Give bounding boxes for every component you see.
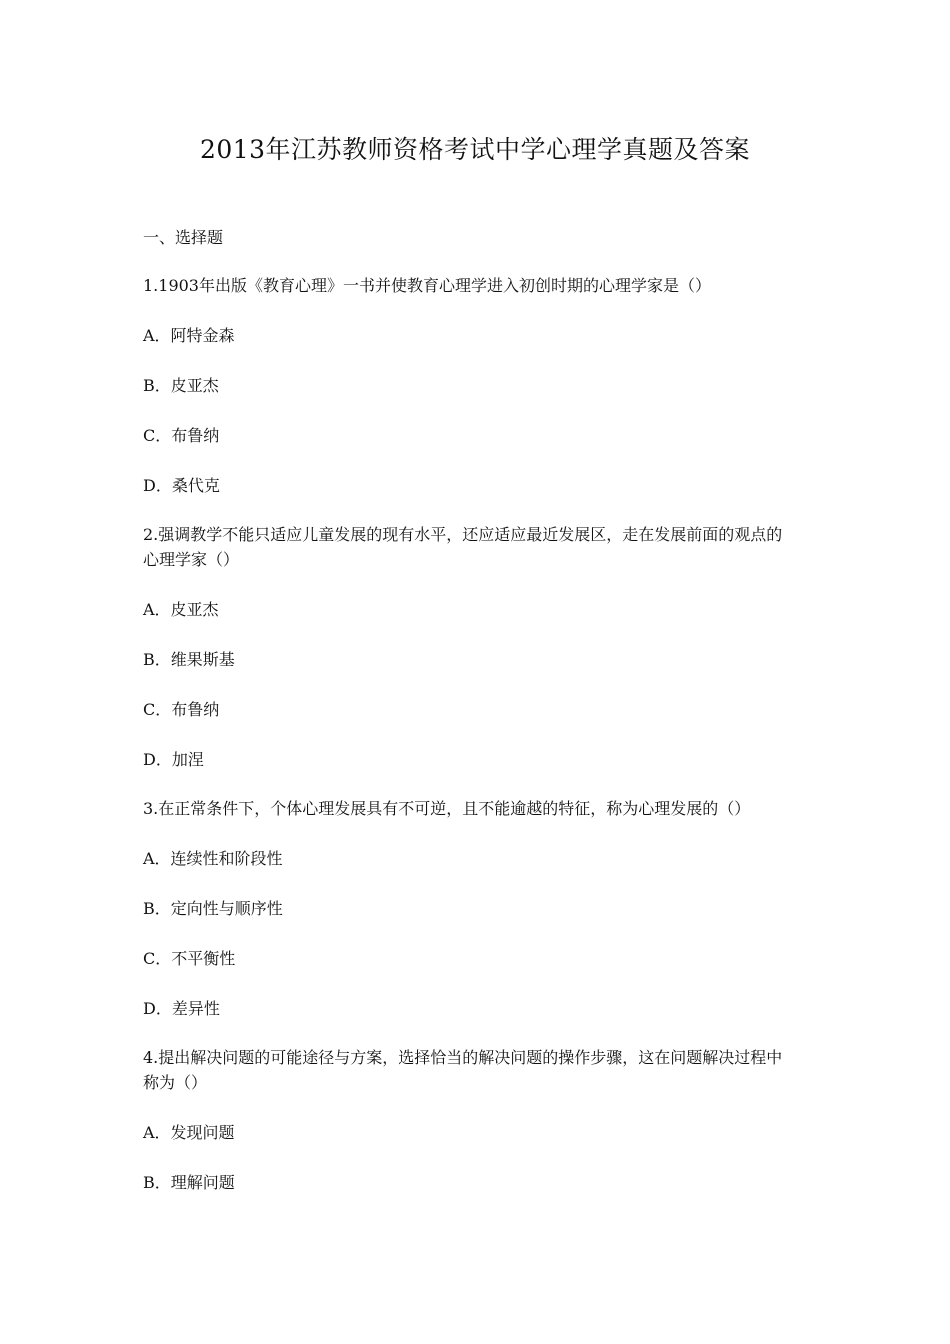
question-2-option-a: A．皮亚杰 [143,600,219,619]
question-3-option-c: C．不平衡性 [143,949,236,968]
question-1-option-b: B．皮亚杰 [143,376,219,395]
question-2-stem-line-2: 心理学家（） [143,550,240,569]
question-3-option-a: A．连续性和阶段性 [143,849,283,868]
question-1-option-c: C．布鲁纳 [143,426,220,445]
question-1-option-d: D．桑代克 [143,476,220,495]
question-4-option-a: A．发现问题 [143,1123,235,1142]
section-heading: 一、选择题 [143,228,224,247]
question-3-stem: 3.在正常条件下，个体心理发展具有不可逆，且不能逾越的特征，称为心理发展的（） [143,799,751,818]
question-2-option-d: D．加涅 [143,750,204,769]
question-4-stem-line-1: 4.提出解决问题的可能途径与方案，选择恰当的解决问题的操作步骤，这在问题解决过程中 [143,1048,783,1067]
question-3-option-b: B．定向性与顺序性 [143,899,283,918]
question-2-option-c: C．布鲁纳 [143,700,220,719]
question-4-stem-line-2: 称为（） [143,1073,208,1092]
question-4-option-b: B．理解问题 [143,1173,235,1192]
document-title: 2013年江苏教师资格考试中学心理学真题及答案 [199,135,751,164]
question-2-stem-line-1: 2.强调教学不能只适应儿童发展的现有水平，还应适应最近发展区，走在发展前面的观点的 [143,525,783,544]
question-1-stem: 1.1903年出版《教育心理》一书并使教育心理学进入初创时期的心理学家是（） [143,276,711,295]
question-2-option-b: B．维果斯基 [143,650,235,669]
question-1-option-a: A．阿特金森 [143,326,235,345]
question-3-option-d: D．差异性 [143,999,220,1018]
